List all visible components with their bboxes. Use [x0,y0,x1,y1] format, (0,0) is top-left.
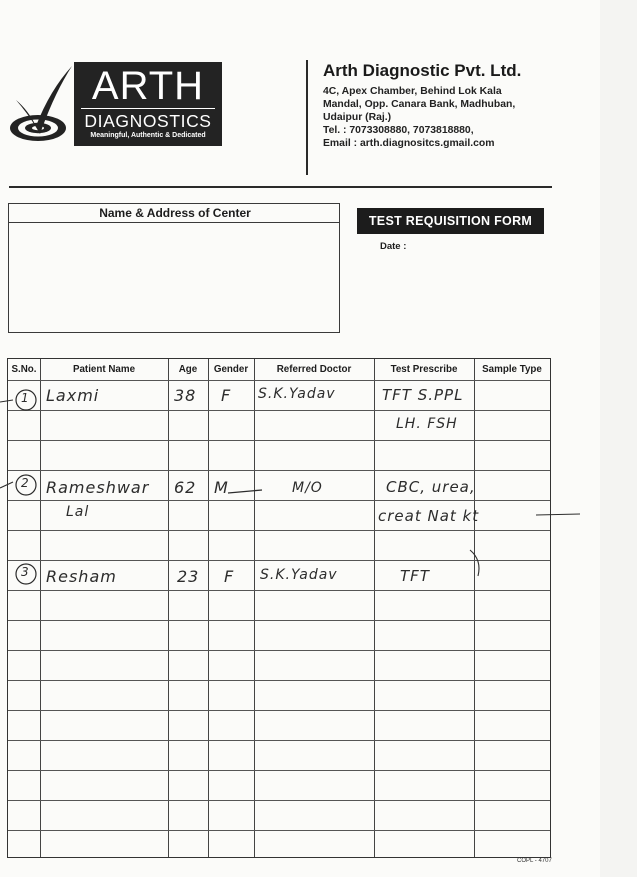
header-patient-name: Patient Name [72,364,136,375]
row-divider [8,800,550,801]
header-rule [9,186,552,188]
test-prescribed: TFT [400,567,430,585]
referred-doctor: M/O [292,480,323,496]
row-divider [8,680,550,681]
email-line: Email : arth.diagnositcs.gmail.com [323,138,495,149]
serial-number: 2 [21,476,30,490]
row-divider [8,710,550,711]
row-divider [8,620,550,621]
test-prescribed: TFT S.PPL [382,386,464,404]
header-referred-doctor: Referred Doctor [276,364,352,375]
patient-age: 38 [174,386,197,405]
date-label: Date : [380,241,407,252]
patient-name: Laxmi [46,386,100,405]
logo-subbrand-text: DIAGNOSTICS [84,111,212,131]
row-divider [8,650,550,651]
address-line: 4C, Apex Chamber, Behind Lok Kala [323,86,502,97]
handwriting-strokes [0,380,600,600]
referred-doctor: S.K.Yadav [258,386,336,402]
logo-brand-text: ARTH [91,64,205,108]
patient-age: 23 [177,567,200,586]
row-divider [8,770,550,771]
patient-name-continued: Lal [66,504,90,520]
logo-tagline: Meaningful, Authentic & Dedicated [90,132,206,139]
form-code: COPL - 4707 [517,858,552,864]
patient-name: Rameshwar [46,478,150,497]
header-sno: S.No. [11,364,37,375]
address-line: Mandal, Opp. Canara Bank, Madhuban, [323,99,516,110]
center-address-box[interactable] [8,203,340,333]
form-title-banner: TEST REQUISITION FORM [357,208,544,234]
logo-divider [81,108,215,109]
header-gender: Gender [213,364,249,375]
target-check-logo-icon [6,62,76,148]
row-divider [8,830,550,831]
patient-gender: M [214,478,229,497]
referred-doctor: S.K.Yadav [260,567,338,583]
brand-logo [74,62,222,146]
address-line: Udaipur (Raj.) [323,112,392,123]
header-sample-type: Sample Type [482,364,542,375]
company-name: Arth Diagnostic Pvt. Ltd. [323,61,522,80]
patient-gender: F [224,567,235,586]
header-age: Age [178,364,198,375]
serial-number: 3 [21,565,30,579]
test-prescribed: creat Nat kt [378,507,480,525]
patient-name: Resham [46,567,117,586]
center-box-title: Name & Address of Center [99,206,251,220]
phone-line: Tel. : 7073308880, 7073818880, [323,125,474,136]
row-divider [8,740,550,741]
header-divider [306,60,308,175]
header-test-prescribe: Test Prescribe [390,364,458,375]
test-prescribed: CBC, urea, [386,478,476,496]
patient-gender: F [221,386,232,405]
patient-age: 62 [174,478,197,497]
serial-number: 1 [21,391,30,405]
test-prescribed: LH. FSH [396,416,458,432]
center-box-rule [9,222,339,223]
